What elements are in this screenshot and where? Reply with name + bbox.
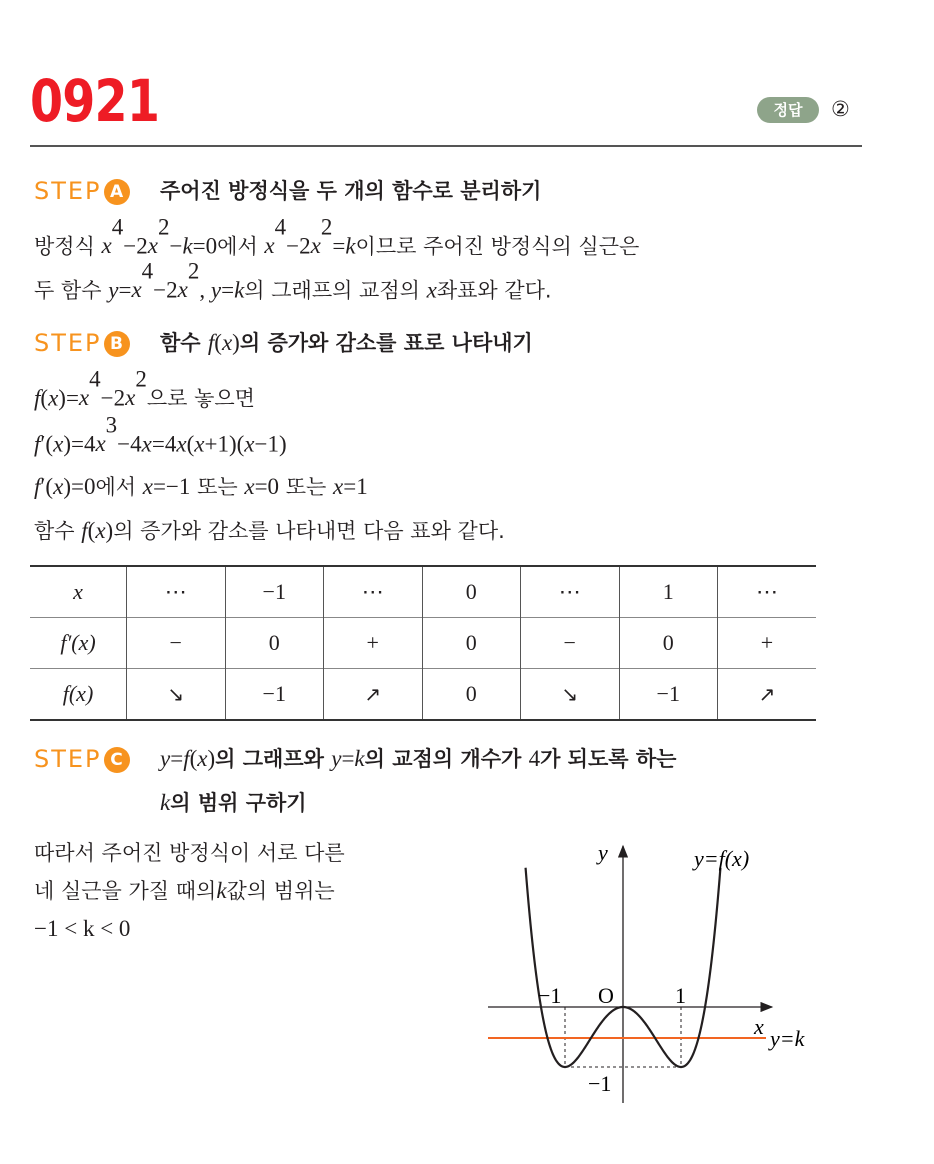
step-a-line-2: 두 함수 $y=x^4-2x^2$, y=k의 그래프의 교점의 x좌표와 같다. xyxy=(34,259,552,303)
x-axis-label: x xyxy=(754,1014,764,1039)
step-c-line-2: 네 실근을 가질 때의k값의 범위는 xyxy=(34,878,335,903)
step-a-line-1: 방정식 $x^4-2x^2-k=0$에서 $x^4-2x^2=k$이므로 주어진 방정식의 실근은 xyxy=(34,215,640,259)
step-c-line-1: 따라서 주어진 방정식이 서로 다른 xyxy=(34,841,345,865)
decrease-arrow-icon: ↘ xyxy=(127,669,226,721)
origin-label: O xyxy=(598,983,614,1008)
step-c-label: STEP C xyxy=(34,744,130,774)
table-cell: 0 xyxy=(422,669,521,721)
step-b-circle: B xyxy=(104,331,130,357)
table-cell: − xyxy=(127,618,226,669)
table-cell: + xyxy=(718,618,817,669)
table-cell: 1 xyxy=(619,566,718,618)
table-cell: − xyxy=(521,618,620,669)
step-b-line-2: $f'(x)=4x^3-4x=4x(x+1)(x-1)$ xyxy=(34,413,287,457)
table-cell: 0 xyxy=(225,618,324,669)
table-cell: −1 xyxy=(225,669,324,721)
step-a-circle: A xyxy=(104,179,130,205)
table-row-x xyxy=(30,566,816,618)
table-cell: 0 xyxy=(619,618,718,669)
header-divider xyxy=(30,145,862,147)
step-c-circle: C xyxy=(104,747,130,773)
table-cell: ⋯ xyxy=(718,566,817,618)
answer-value: ② xyxy=(831,97,850,121)
step-c-title-line-1: y=f(x)의 그래프와 y=k의 교점의 개수가 4가 되도록 하는 xyxy=(160,746,677,771)
table-row-f xyxy=(30,669,816,721)
step-c-answer: −1 < k < 0 xyxy=(34,916,131,941)
increase-arrow-icon: ↗ xyxy=(718,669,817,721)
step-a-label: STEP A xyxy=(34,176,130,206)
curve-label: y=f(x) xyxy=(694,846,750,871)
tick-label-min: −1 xyxy=(588,1071,612,1096)
table-cell: f(x) xyxy=(30,669,127,721)
table-cell: −1 xyxy=(619,669,718,721)
tick-label-pos-1: 1 xyxy=(675,983,686,1008)
problem-number: 0921 xyxy=(30,67,160,135)
table-cell: 0 xyxy=(422,618,521,669)
increase-arrow-icon: ↗ xyxy=(324,669,423,721)
line-label: y=k xyxy=(770,1026,805,1051)
step-b-label: STEP B xyxy=(34,328,130,358)
table-cell: 0 xyxy=(422,566,521,618)
y-axis-label: y xyxy=(598,840,608,865)
tick-label-neg-1: −1 xyxy=(538,983,562,1008)
step-b-line-3: f′(x)=0에서 x=−1 또는 x=0 또는 x=1 xyxy=(34,474,368,499)
step-b-line-1: $f(x)=x^4-2x^2$으로 놓으면 xyxy=(34,367,255,411)
step-b-line-4: 함수 f(x)의 증가와 감소를 나타내면 다음 표와 같다. xyxy=(34,518,505,543)
table-cell: ⋯ xyxy=(127,566,226,618)
answer-badge: 정답 xyxy=(757,97,819,123)
step-a-title: 주어진 방정식을 두 개의 함수로 분리하기 xyxy=(160,179,542,203)
function-graph xyxy=(480,838,840,1108)
table-cell: f′(x) xyxy=(30,618,127,669)
table-cell: −1 xyxy=(225,566,324,618)
decrease-arrow-icon: ↘ xyxy=(521,669,620,721)
step-b-title: 함수 f(x)의 증가와 감소를 표로 나타내기 xyxy=(160,330,533,355)
step-c-title-line-2: k의 범위 구하기 xyxy=(160,790,307,815)
table-cell: + xyxy=(324,618,423,669)
table-cell: x xyxy=(30,566,127,618)
table-cell: ⋯ xyxy=(324,566,423,618)
table-row-fprime xyxy=(30,618,816,669)
increase-decrease-table xyxy=(30,565,816,721)
table-cell: ⋯ xyxy=(521,566,620,618)
